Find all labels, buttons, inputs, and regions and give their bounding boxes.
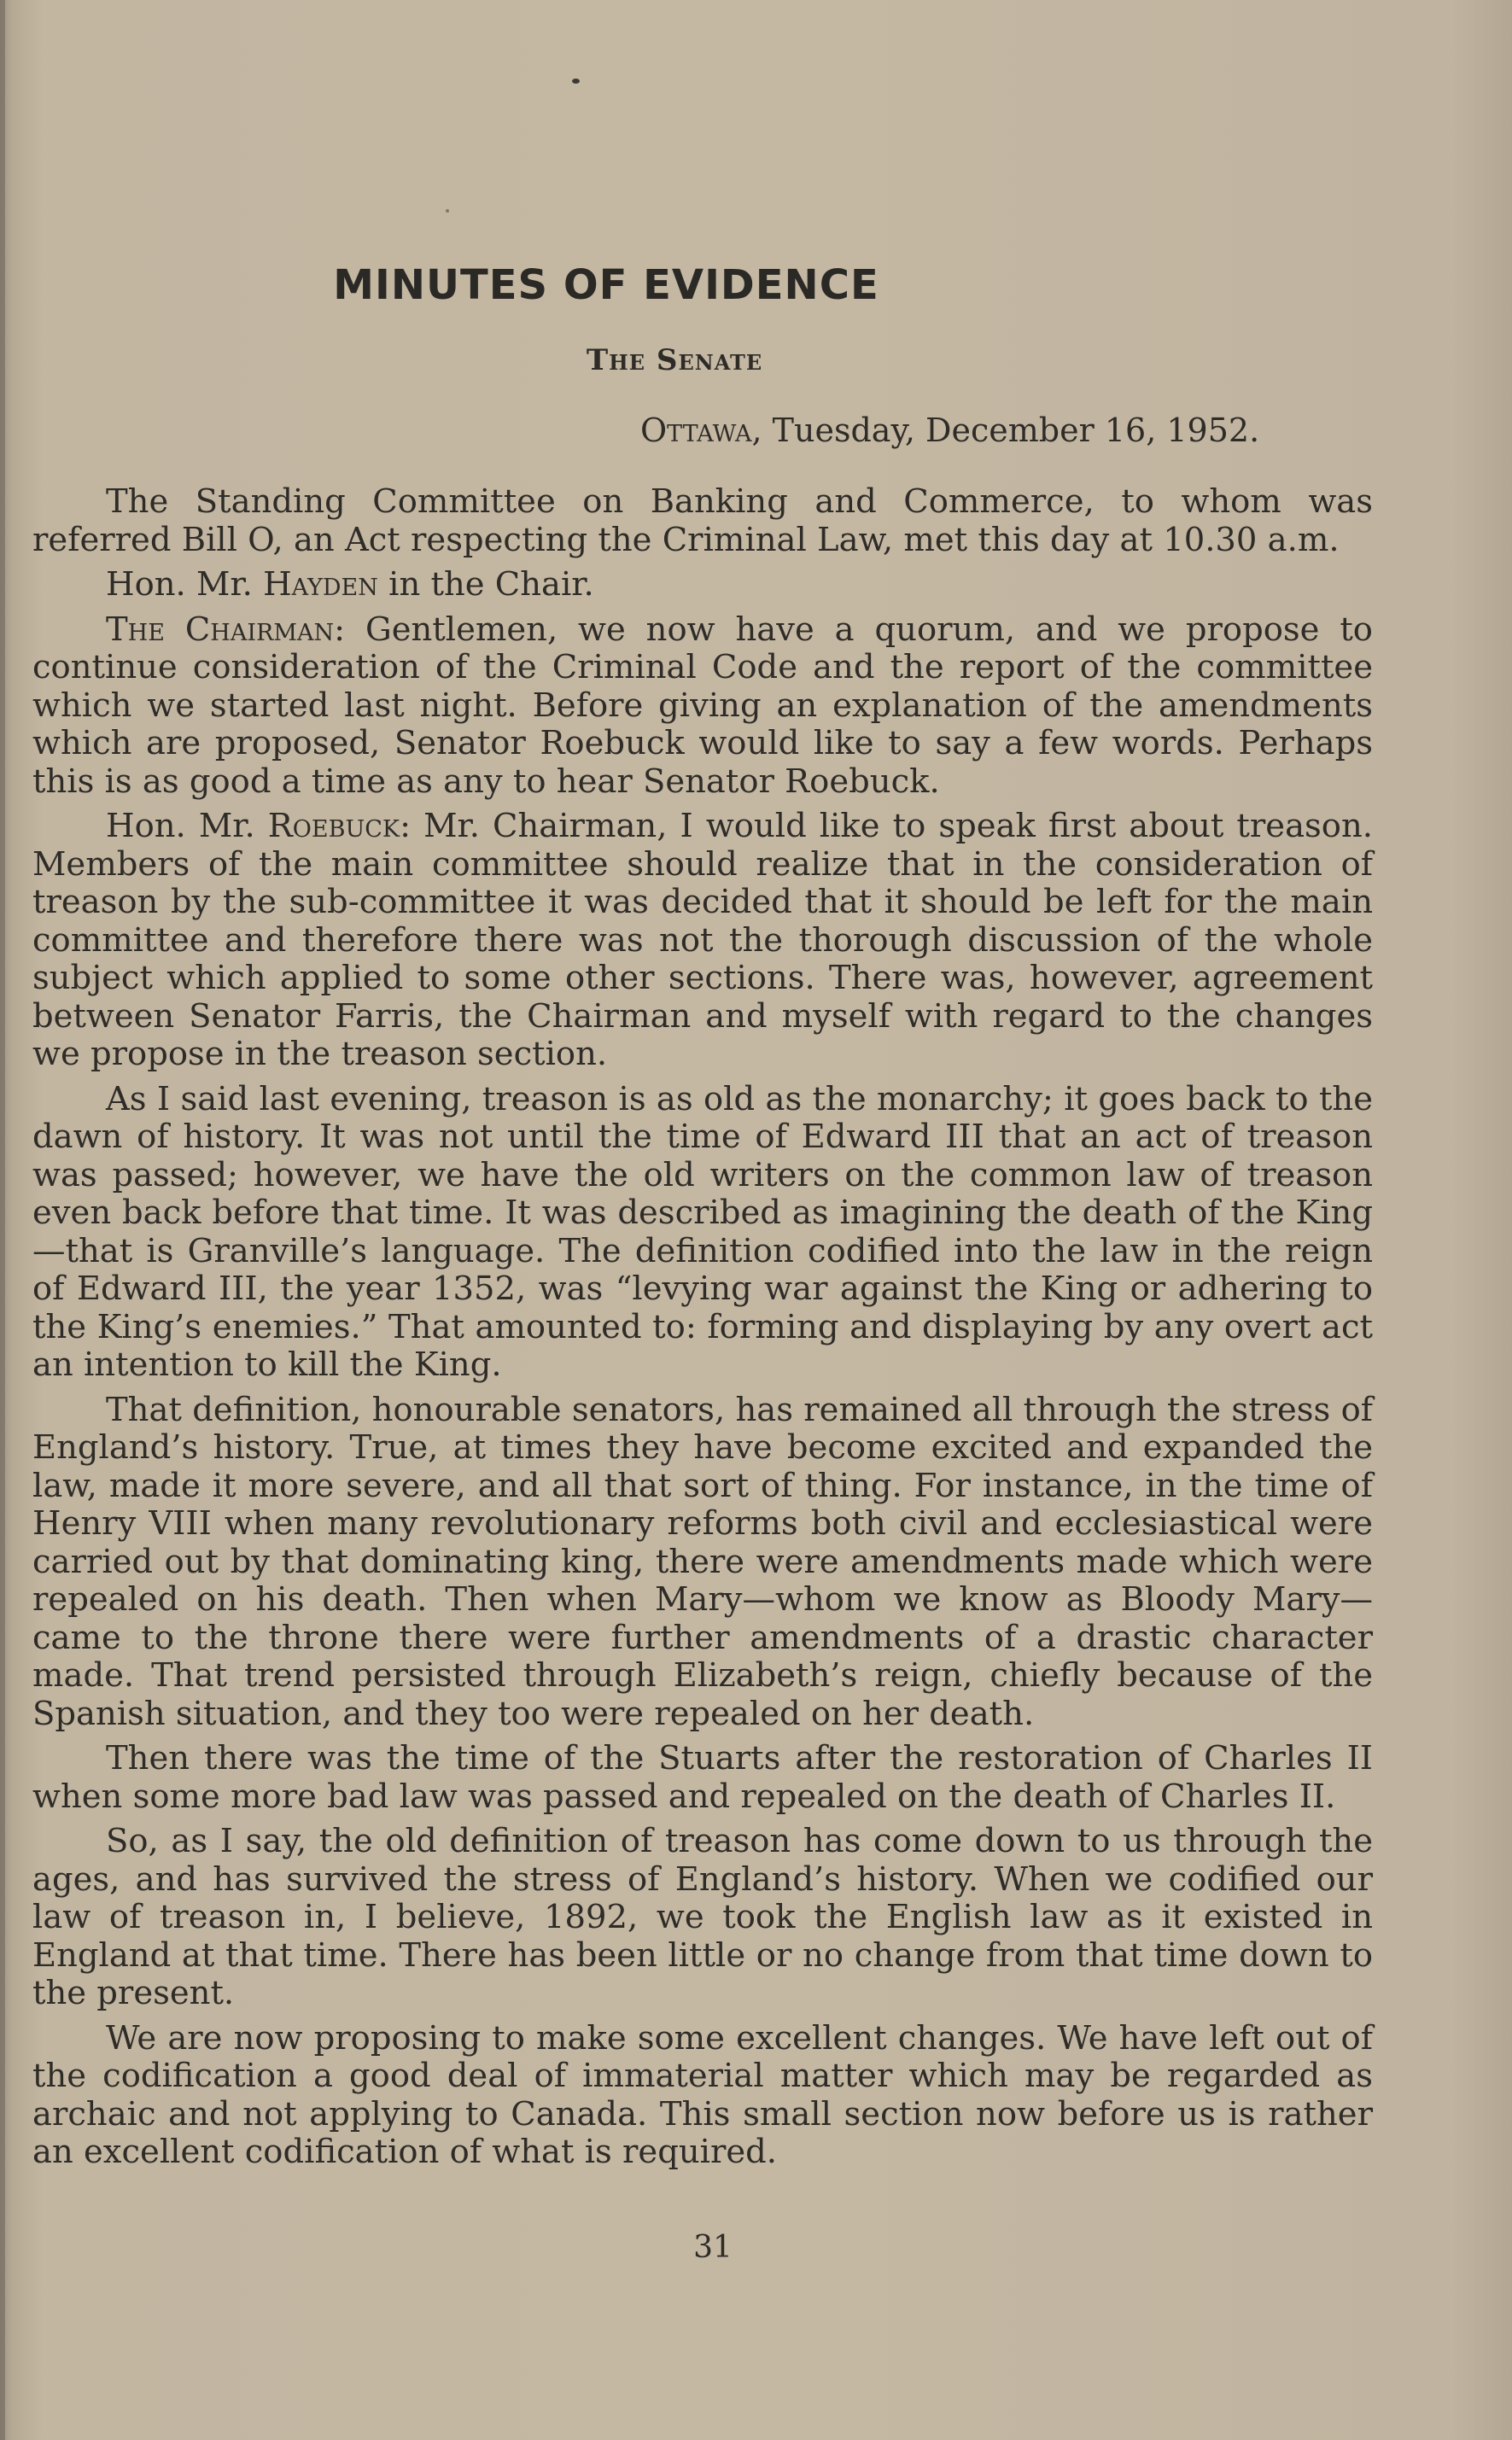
speaker-prefix: Hon. Mr.	[106, 807, 268, 845]
paragraph-proposed-changes: We are now proposing to make some excellent changes. We have left out of the codification a good deal of immaterial matter which may be regarded as archaic and not applying to Canada. This small section now before us is rather an excellent codification of what is required.	[32, 2018, 1373, 2171]
page-number: 31	[693, 2230, 733, 2265]
paragraph-definition: That definition, honourable senators, has remained all through the stress of England’s history. True, at times they have become excited and expanded the law, made it more severe, and all that sort of thing. For instance, in the time of Henry VIII when many revolutionary reforms both civil and ecclesiastical were carried out by that dominating king, there were amendments made which were repealed on his death. Then when Mary—whom we know as Bloody Mary—came to the throne there were further amendments of a drastic character made. That trend persisted through Elizabeth’s reign, chiefly because of the Spanish situation, and they too were repealed on her death.	[32, 1390, 1373, 1733]
dateline-date: , Tuesday, December 16, 1952.	[751, 412, 1260, 449]
paragraph-history: As I said last evening, treason is as old as the monarchy; it goes back to the dawn of history. It was not until the time of Edward III that an act of treason was passed; however, we have the old writers on the common law of treason even back before that time. It was described as imagining the death of the King—that is Granville’s language. The definition codified into the law in the reign of Edward III, the year 1352, was “levying war against the King or adhering to the King’s enemies.” That amounted to: forming and displaying by any overt act an intention to kill the King.	[32, 1079, 1373, 1384]
paragraph-chair	[32, 566, 1373, 604]
paragraph-stuarts: Then there was the time of the Stuarts after the restoration of Charles II when some more bad law was passed and repealed on the death of Charles II.	[32, 1739, 1373, 1816]
chair-name: Hayden	[263, 565, 378, 604]
document-subtitle: The Senate	[586, 343, 763, 377]
speech-text: : Gentlemen, we now have a quorum, and we propose to continue consideration of the Criminal Code and the report of the committee which we started last night. Before giving an explanation of the amendments which are proposed, Senator Roebuck would like to say a few words. Perhaps this is as good a time as any to hear Senator Roebuck.	[32, 610, 1373, 801]
chair-suffix: in the Chair.	[377, 565, 594, 604]
chair-prefix: Hon. Mr.	[106, 565, 264, 604]
paragraph-roebuck-remarks	[32, 808, 1373, 1074]
paragraph-opening: The Standing Committee on Banking and Commerce, to whom was referred Bill O, an Act respecting the Criminal Law, met this day at 10.30 a.m.	[32, 482, 1373, 559]
dateline	[640, 412, 1259, 449]
paragraph-chairman-remarks	[32, 611, 1373, 802]
paper-speck	[572, 79, 580, 84]
paper-speck	[446, 209, 449, 213]
speech-text: : Mr. Chairman, I would like to speak first about treason. Members of the main committee should realize that in the consideration of treason by the sub-committee it was decided that it should be left for the main committee and therefore there was not the thorough discussion of the whole subject which applied to some other sections. There was, however, agreement between Senator Farris, the Chairman and myself with regard to the changes we propose in the treason section.	[32, 807, 1373, 1073]
dateline-place: Ottawa	[640, 412, 752, 449]
document-title: MINUTES OF EVIDENCE	[333, 261, 879, 309]
document-body	[32, 483, 1373, 2179]
speaker-name: The Chairman	[106, 610, 335, 649]
paragraph-codification: So, as I say, the old definition of treason has come down to us through the ages, and has survived the stress of England’s history. When we codified our law of treason in, I believe, 1892, we took the English law as it existed in England at that time. There has been little or no change from that time down to the present.	[32, 1822, 1373, 2012]
speaker-name: Roebuck	[267, 807, 400, 845]
